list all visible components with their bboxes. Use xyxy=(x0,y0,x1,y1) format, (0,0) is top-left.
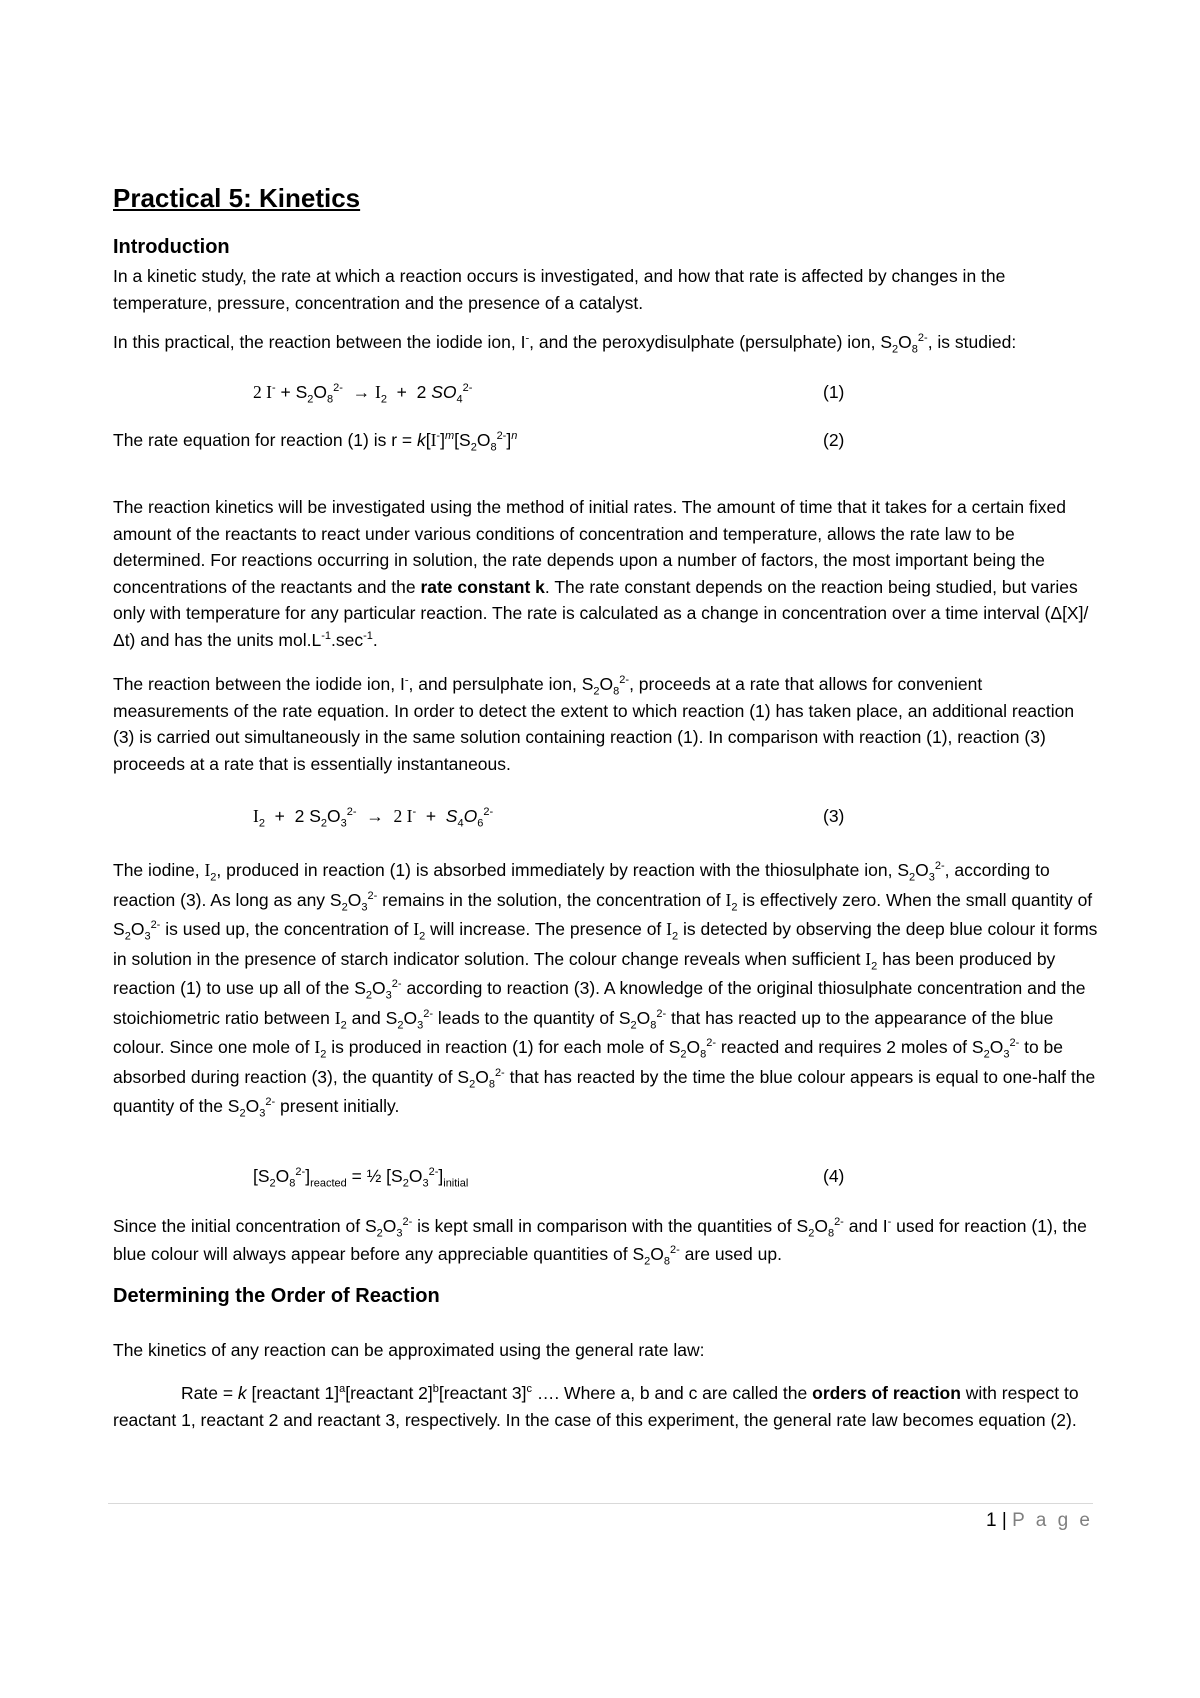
footer-divider xyxy=(108,1503,1093,1504)
order-of-reaction-heading: Determining the Order of Reaction xyxy=(113,1285,440,1307)
page-number: 1 xyxy=(986,1510,997,1531)
initial-concentration-paragraph: Since the initial concentration of $S_2O_3^{2-}$ is kept small in comparison with the quantities of $S_2O_8^{2-}$ and I- used for reaction (1), the blue colour will always appear before any appreciable quantities of $S_2O_8^{2-}$ are used up. xyxy=(113,1216,1087,1268)
equation-3: $I_2 + 2$ $S_2O_3^{2-} \to 2$ $I^- + S_4O_6^{2-}$ xyxy=(253,806,494,830)
introduction-heading: Introduction xyxy=(113,236,230,258)
general-rate-law-paragraph: Rate = k [reactant 1]$^a$[reactant 2]$^b$[reactant 3]$^c$ …. Where a, b and c are called the orders of reaction with respect to reactant 1, reactant 2 and reactant 3, respectively. In the case of this experiment, the general rate law becomes equation (2). xyxy=(113,1383,1079,1430)
reaction-3-paragraph: The reaction between the iodide ion, I-, and persulphate ion, $S_2O_8^{2-}$, proceeds at a rate that allows for convenient measurements of the rate equation. In order to detect the extent to which reaction (1) has taken place, an additional reaction (3) is carried out simultaneously in the same solution containing reaction (1). In comparison with reaction (1), reaction (3) proceeds at a rate that is essentially instantaneous. xyxy=(113,674,1075,774)
page-label: P a g e xyxy=(1012,1510,1093,1531)
practical-description-paragraph: In this practical, the reaction between the iodide ion, I-, and the peroxydisulphate (persulphate) ion, $S_2O_8^{2-}$, is studied: xyxy=(113,332,1017,356)
initial-rates-paragraph: The reaction kinetics will be investigated using the method of initial rates. The amount of time that it takes for a certain fixed amount of the reactants to react under various conditions of concentration and temperature, allows the rate law to be determined. For reactions occurring in solution, the rate depends upon a number of factors, the most important being the concentrations of the reactants and the rate constant k. The rate constant depends on the reaction being studied, but varies only with temperature for any particular reaction. The rate is calculated as a change in concentration over a time interval (Δ[X]/Δt) and has the units $mol.L^{-1}.\sec^{-1}$. xyxy=(113,497,1089,650)
equation-2-number: (2) xyxy=(823,430,845,450)
general-rate-law-intro: The kinetics of any reaction can be approximated using the general rate law: xyxy=(113,1340,705,1360)
intro-paragraph: In a kinetic study, the rate at which a reaction occurs is investigated, and how that rate is affected by changes in the temperature, pressure, concentration and the presence of a catalyst. xyxy=(113,266,1006,313)
equation-4-number: (4) xyxy=(823,1166,845,1186)
iodine-paragraph: The iodine, $I_2$, produced in reaction (1) is absorbed immediately by reaction with the thiosulphate ion, $S_2O_3^{2-}$, according to reaction (3). As long as any $S_2O_3^{2-}$ remains in the solution, the concentration of $I_2$ is effectively zero. When the small quantity of $S_2O_3^{2-}$ is used up, the concentration of $I_2$ will increase. The presence of $I_2$ is detected by observing the deep blue colour it forms in solution in the presence of starch indicator solution. The colour change reveals when sufficient $I_2$ has been produced by reaction (1) to use up all of the $S_2O_3^{2-}$ according to reaction (3). A knowledge of the original thiosulphate concentration and the stoichiometric ratio between $I_2$ and $S_2O_3^{2-}$ leads to the quantity of $S_2O_8^{2-}$ that has reacted up to the appearance of the blue colour. Since one mole of $I_2$ is produced in reaction (1) for each mole of $S_2O_8^{2-}$ reacted and requires 2 moles of $S_2O_3^{2-}$ to be absorbed during reaction (3), the quantity of $S_2O_8^{2-}$ that has reacted by the time the blue colour appears is equal to one-half the quantity of the $S_2O_3^{2-}$ present initially. xyxy=(113,860,1098,1120)
page-footer: 1 | P a g e xyxy=(986,1510,1093,1531)
page-title: Practical 5: Kinetics xyxy=(113,183,361,213)
equation-4: $[S_2O_8^{2-}]_{reacted}$ = ½ $[S_2O_3^{2-}]_{initial}$ xyxy=(253,1166,469,1190)
equation-1: 2 $I^- + S_2O_8^{2-} \to I_2 + 2$ $SO_4^{2-}$ xyxy=(253,382,473,406)
rate-equation: The rate equation for reaction (1) is $r = k[I^-]^m[S_2O_8^{2-}]^n$ xyxy=(113,430,518,454)
equation-3-number: (3) xyxy=(823,806,845,826)
equation-1-number: (1) xyxy=(823,382,845,402)
